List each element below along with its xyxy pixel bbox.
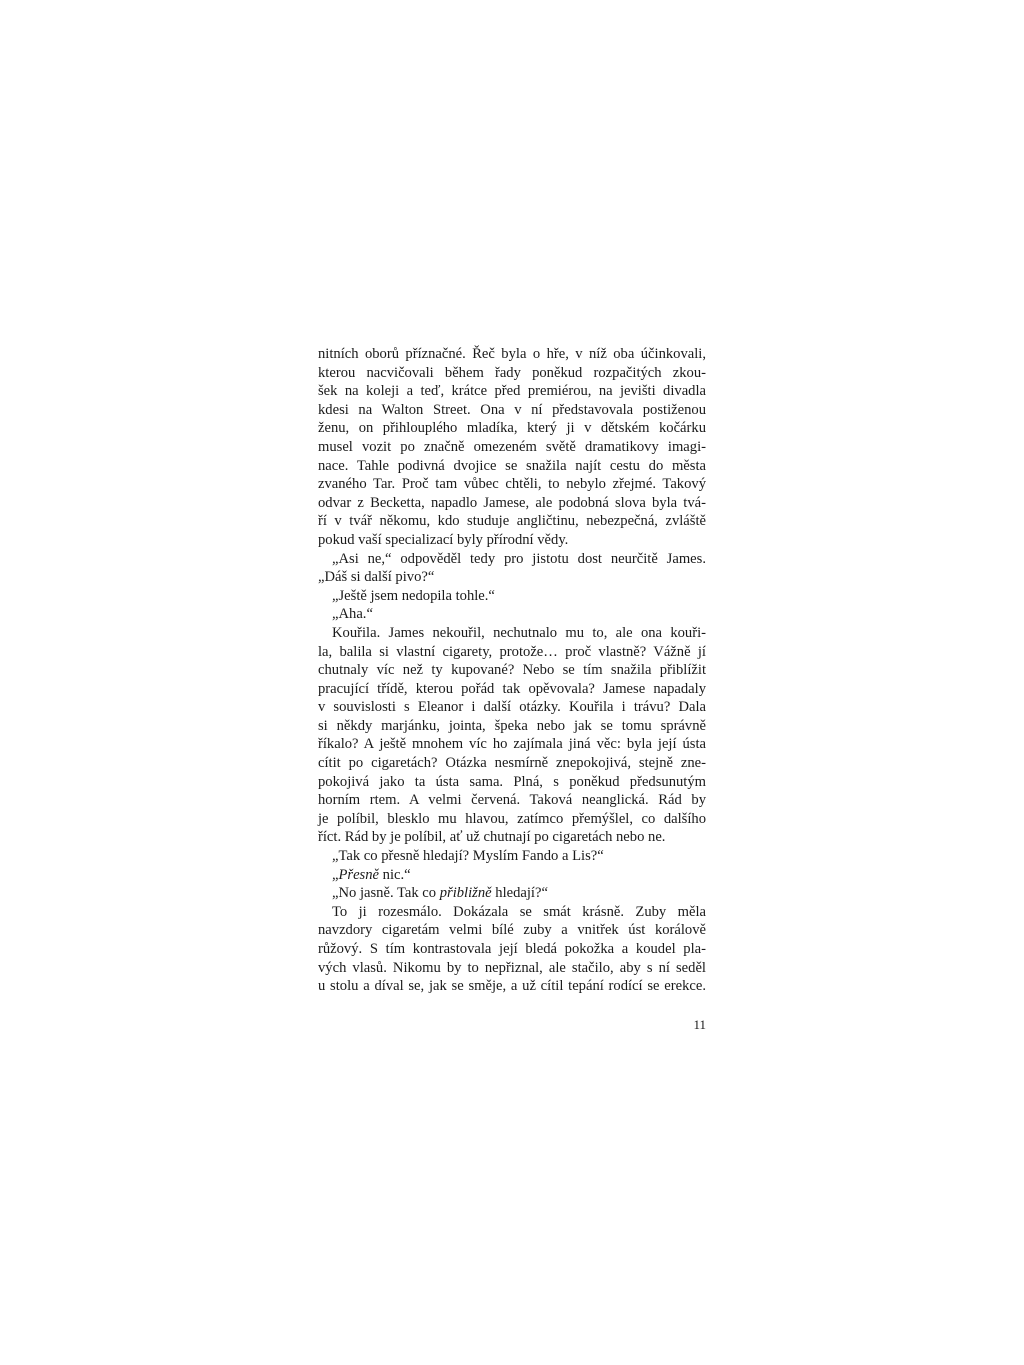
text-line <box>318 866 706 885</box>
text-segment: „ <box>332 866 339 883</box>
text-line: horním rtem. A velmi červená. Taková neanglická. Rád by <box>318 792 706 809</box>
text-line: nace. Tahle podivná dvojice se snažila najít cestu do města <box>318 457 706 474</box>
text-line: je políbil, blesklo mu hlavou, zatímco přemýšlel, co dalšího <box>318 810 706 827</box>
body-text <box>318 345 706 996</box>
text-line: „Tak co přesně hledají? Myslím Fando a Lis?“ <box>332 848 604 865</box>
text-line: kdesi na Walton Street. Ona v ní představovala postiženou <box>318 401 706 418</box>
text-line: odvar z Becketta, napadlo Jamese, ale podobná slova byla tvá- <box>318 494 706 511</box>
text-line: chutnaly víc než ty kupované? Nebo se tím snažila přiblížit <box>318 662 706 679</box>
text-line: To ji rozesmálo. Dokázala se smát krásně. Zuby měla <box>332 903 706 920</box>
text-segment: nic.“ <box>379 866 411 883</box>
text-line: říkalo? A ještě mnohem víc ho zajímala jiná věc: byla její ústa <box>318 736 706 753</box>
text-segment: hledají?“ <box>491 885 548 902</box>
text-line: pokojivá jako ta ústa sama. Plná, s poněkud předsunutým <box>318 773 706 790</box>
text-line: kterou nacvičovali během řady poněkud rozpačitých zkou- <box>318 364 706 381</box>
emphasis: Přesně <box>338 866 380 883</box>
text-line: cítit po cigaretách? Otázka nesmírně znepokojivá, stejně zne- <box>318 755 706 772</box>
text-line: nitních oborů příznačné. Řeč byla o hře, v níž oba účinkovali, <box>318 346 706 362</box>
text-line: říct. Rád by je políbil, ať už chutnají po cigaretách nebo ne. <box>318 829 666 846</box>
text-line: pracující třídě, kterou pořád tak opěvovala? Jamese napadaly <box>318 680 706 697</box>
text-line: růžový. S tím kontrastovala její bledá pokožka a koudel pla- <box>318 941 706 957</box>
text-line: „Asi ne,“ odpověděl tedy pro jistotu dost neurčitě James. <box>332 550 706 567</box>
text-line: Kouřila. James nekouřil, nechutnalo mu to, ale ona kouři- <box>332 624 706 641</box>
text-line: v souvislosti s Eleanor i další otázky. Kouřila i trávu? Dala <box>318 699 706 716</box>
text-line: musel vozit po značně omezeném světě dramatikovy imagi- <box>318 438 706 455</box>
text-line: šek na koleji a teď, krátce před premiérou, na jevišti divadla <box>318 383 706 400</box>
text-line: si někdy marjánku, jointa, špeka nebo jak se tomu správně <box>318 717 706 734</box>
text-line: ženu, on přihlouplého mladíka, který ji v dětském kočárku <box>318 420 706 437</box>
text-line: u stolu a díval se, jak se směje, a už cítil tepání rodící se erekce. <box>318 978 706 995</box>
text-line <box>318 884 706 903</box>
text-line: la, balila si vlastní cigarety, protože… proč vlastně? Vážně jí <box>318 643 706 660</box>
text-line: pokud vaší specializací byly přírodní vědy. <box>318 531 569 548</box>
text-line: zvaného Tar. Proč tam vůbec chtěli, to nebylo zřejmé. Takový <box>318 476 706 493</box>
text-line: „Aha.“ <box>332 606 373 623</box>
text-line: vých vlasů. Nikomu by to nepřiznal, ale stačilo, aby s ní seděl <box>318 959 706 976</box>
text-line: „Dáš si další pivo?“ <box>318 569 435 586</box>
emphasis: přibližně <box>439 885 492 902</box>
text-line: navzdory cigaretám velmi bílé zuby a vnitřek úst korálově <box>318 922 706 939</box>
page-number: 11 <box>693 1017 706 1032</box>
text-line: ří v tvář někomu, kdo studuje angličtinu, nebezpečná, zvláště <box>318 513 706 530</box>
text-segment: „No jasně. Tak co <box>332 885 440 902</box>
text-line: „Ještě jsem nedopila tohle.“ <box>332 587 495 604</box>
